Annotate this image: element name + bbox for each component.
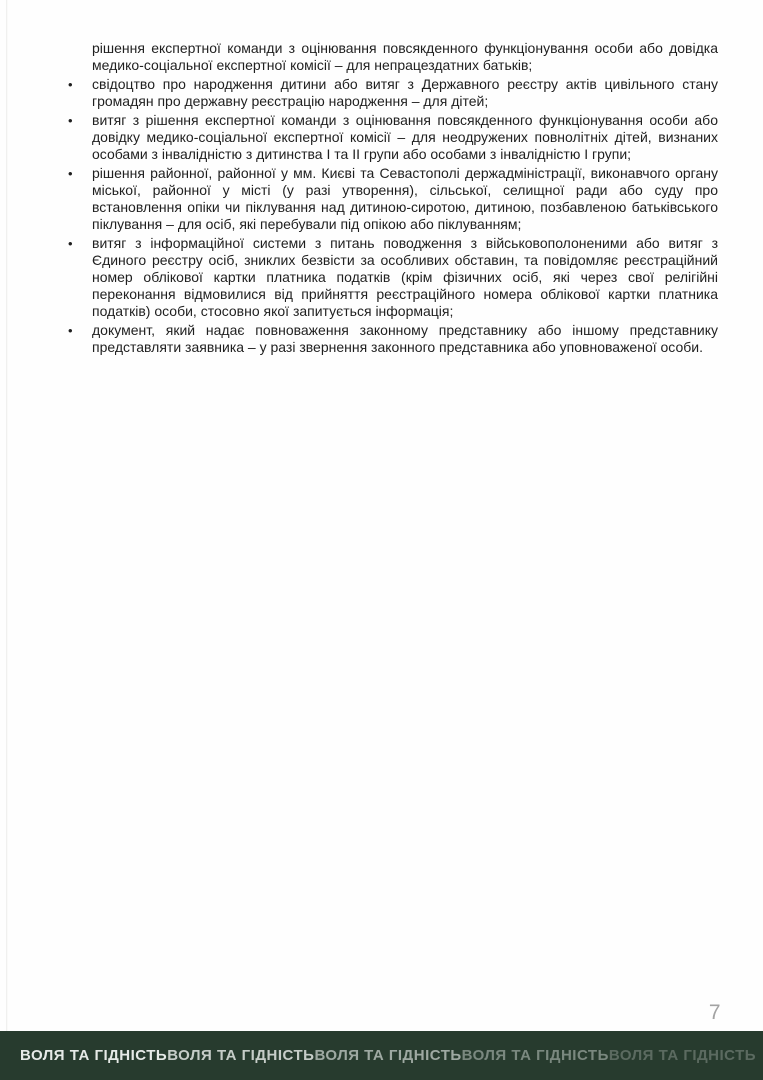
- page-number: 7: [708, 1001, 721, 1024]
- list-item: • витяг з рішення експертної команди з оцінювання повсякденного функціонування особи або довідку медико-соціальної експертної комісії – для неодружених повнолітніх дітей, визнаних особами з інвалідністю з дитинства І та ІІ групи або особами з інвалідністю І групи;: [92, 112, 718, 163]
- footer-slogan: ВОЛЯ ТА ГІДНІСТЬ: [314, 1047, 462, 1064]
- scan-edge-artifact: [6, 0, 8, 1031]
- footer-slogan: ВОЛЯ ТА ГІДНІСТЬ: [167, 1047, 315, 1064]
- list-item: • документ, який надає повноваження законному представнику або іншому представнику представляти заявника – у разі звернення законного представника або уповноваженої особи.: [92, 322, 718, 356]
- list-item: • витяг з інформаційної системи з питань поводження з військовополоненими або витяг з Єдиного реєстру осіб, зниклих безвісти за особливих обставин, та повідомляє реєстраційний номер облікової картки платника податків (крім фізичних осіб, які через свої релігійні переконання відмовилися від прийняття реєстраційного номера облікової картки платника податків) особи, стосовно якої запитується інформація;: [92, 235, 718, 320]
- footer-slogan: ВОЛЯ ТА ГІДНІСТЬ: [461, 1047, 609, 1064]
- paragraph-continuation: рішення експертної команди з оцінювання повсякденного функціонування особи або довідка медико-соціальної експертної комісії – для непрацездатних батьків;: [92, 40, 718, 73]
- list-item: • свідоцтво про народження дитини або витяг з Державного реєстру актів цивільного стану громадян про державну реєстрацію народження – для дітей;: [92, 76, 718, 110]
- list-item: • рішення районної, районної у мм. Києві та Севастополі держадміністрації, виконавчого органу міської, районної у місті (у разі утворення), сільської, селищної ради або суду про встановлення опіки чи піклування над дитиною-сиротою, дитиною, позбавленою батьківського піклування – для осіб, які перебували під опікою або піклуванням;: [92, 165, 718, 233]
- footer-slogan: ВОЛЯ ТА ГІДНІСТЬ: [608, 1047, 757, 1064]
- footer-slogan-bar: [0, 1031, 763, 1080]
- footer-slogan: ВОЛЯ ТА ГІДНІСТЬ: [20, 1047, 168, 1064]
- document-body: [92, 40, 718, 358]
- document-bullet-list: [92, 76, 718, 356]
